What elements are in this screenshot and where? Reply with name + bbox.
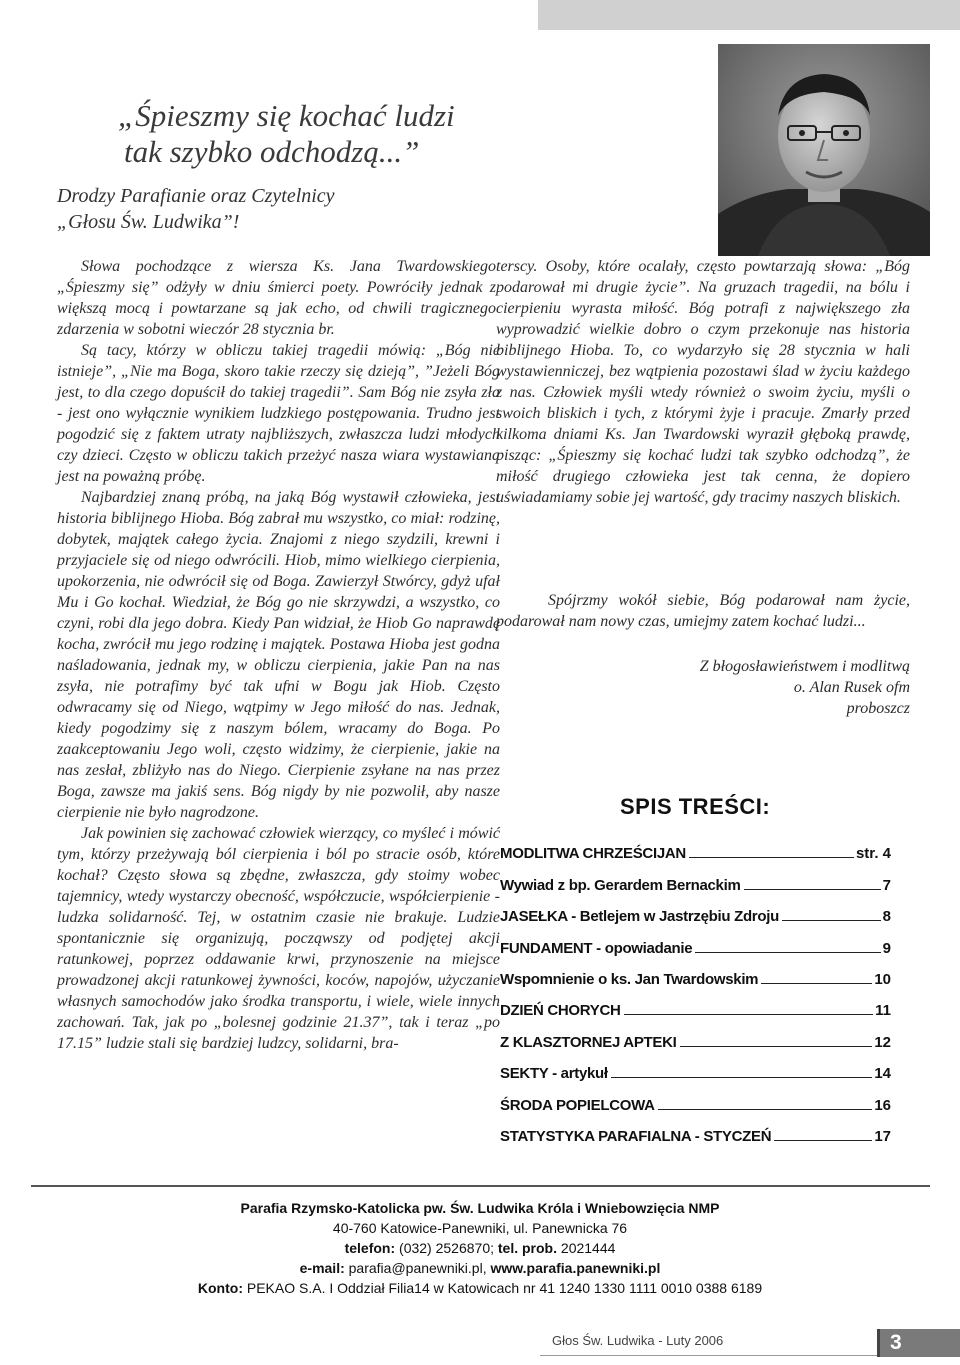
toc-item-page: str. 4	[855, 845, 891, 863]
corner-decoration	[538, 0, 960, 30]
toc-item[interactable]	[500, 925, 891, 956]
toc-leader-line	[774, 1140, 872, 1141]
toc-leader-line	[744, 889, 881, 890]
toc-leader-line	[658, 1109, 873, 1110]
toc-leader-line	[624, 1014, 874, 1015]
author-photo	[718, 44, 930, 256]
closing-paragraph	[496, 590, 910, 632]
toc-item-label: DZIEŃ CHORYCH	[500, 1002, 621, 1020]
toc-item-page: 16	[874, 1096, 891, 1114]
article-paragraph-1: Słowa pochodzące z wiersza Ks. Jana Twardowskiego „Śpieszmy się” odżyły w dniu śmierci poety. Powróciły jednak z większą mocą i powtarzane są jak echo, od chwili tragicznego zdarzenia w sobotni wieczór 28 stycznia br.	[57, 258, 496, 338]
toc-item[interactable]	[500, 988, 891, 1019]
toc-item-label: JASEŁKA - Betlejem w Jastrzębiu Zdroju	[500, 908, 779, 926]
email-link[interactable]: parafia@panewniki.pl,	[344, 1260, 491, 1276]
parish-contact: e-mail: parafia@panewniki.pl, www.parafia.panewniki.pl	[299, 1260, 661, 1276]
page-number-box	[877, 1329, 960, 1357]
toc-leader-line	[761, 983, 872, 984]
article-paragraph-5: terscy. Osoby, które ocalały, często powtarzają słowa: „Bóg podarował mi drugie życie”. Na gruzach tragedii, na bólu i cierpieniu wyrasta miłość. Bóg potrafi z największego zła wyprowadzić wielkie dobro o czym przekonuje nas historia biblijnego Hioba. To, co wydarzyło się 28 stycznia w hali wystawienniczej, bez wątpienia pozostawi ślad w życiu każdego z nas. Człowiek myśli wtedy również o swoim życiu, myśli o swoich bliskich i tych, z którymi żyje i pracuje. Zmarły przed kilkoma dniami Ks. Jan Twardowski wyraził głęboką prawdę, pisząc: „Śpieszmy się kochać ludzi tak szybko odchodzą”, że miłość drugiego człowieka jest tak cenna, że dopiero uświadamiamy sobie jej wartość, gdy tracimy naszych bliskich.	[496, 258, 910, 506]
toc-item-page: 14	[874, 1065, 891, 1083]
signature	[600, 656, 910, 719]
website-link[interactable]: www.parafia.panewniki.pl	[490, 1260, 661, 1276]
portrait-image	[718, 44, 930, 256]
toc-item-label: MODLITWA CHRZEŚCIJAN	[500, 845, 686, 863]
toc-item[interactable]	[500, 1082, 891, 1113]
parish-name: Parafia Rzymsko-Katolicka pw. Św. Ludwika Króla i Wniebowzięcia NMP	[240, 1200, 720, 1216]
toc-item-label: STATYSTYKA PARAFIALNA - STYCZEŃ	[500, 1127, 772, 1145]
table-of-contents	[500, 831, 891, 1145]
footer-divider	[31, 1185, 930, 1187]
toc-title: SPIS TREŚCI:	[620, 794, 771, 819]
toc-leader-line	[611, 1077, 873, 1078]
article-paragraph-3: Najbardziej znaną próbą, na jaką Bóg wystawił człowieka, jest historia biblijnego Hioba. Bóg zabrał mu wszystko, co miał: rodzinę, dobytek, majątek całego życia. Znajomi z niego szydzili, krewni i przyjaciele się od niego odwrócili. Hiob, mimo wielkiego cierpienia, upokorzenia, nie odwrócił się od Boga. Zawierzył Stwórcy, gdyż ufał Mu i Go kochał. Wiedział, że Bóg go nie skrzywdzi, a wszystko, co czyni, robi dla jego dobra. Kiedy Pan widział, że Hiob Go naprawdę kocha, zwrócił mu jego rodzinę i majątek. Postawa Hioba jest godna naśladowania, jednak my, w obliczu cierpienia, jakie Pan na nas zsyła, nie potrafimy być tak ufni w Bogu jak Hiob. Często odwracamy się od Niego, wątpimy w Jego miłość do nas. Jednak, kiedy pogodzimy się z naszym bólem, wracamy do Boga. Po zaakceptowaniu Jego woli, często widzimy, że cierpienie, jakie na nas zesłał, zbliżyło nas do Niego. Cierpienie zsyłane na nas przez Boga, zawsze ma jakiś sens. Bóg nigdy by nie pozwolił, aby nasze cierpienie nie było nagrodzone.	[57, 489, 500, 821]
greeting-line-2: „Głosu Św. Ludwika”!	[57, 211, 240, 233]
toc-item-page: 8	[882, 908, 891, 926]
toc-item[interactable]	[500, 862, 891, 893]
toc-item-page: 9	[882, 939, 891, 957]
toc-item-page: 17	[874, 1127, 891, 1145]
toc-item[interactable]	[500, 1114, 891, 1145]
title-line-1: „Śpieszmy się kochać ludzi	[118, 98, 455, 133]
toc-item-page: 10	[874, 970, 891, 988]
toc-item-page: 11	[875, 1002, 891, 1020]
title-line-2: tak szybko odchodzą...”	[124, 134, 420, 169]
toc-item-label: FUNDAMENT - opowiadanie	[500, 939, 693, 957]
article-paragraph-4: Jak powinien się zachować człowiek wierzący, co myśleć i mówić tym, którzy przeżywają ból cierpienia i ból po stracie osób, które kochał? Często słowa są zbędne, zwłaszcza, gdy stoimy wobec tajemnicy, wtedy wystarczy obecność, współczucie, współcierpienie - ludzka solidarność. Tej, w ostatnim czasie nie brakuje. Ludzie spontanicznie się organizują, począwszy od podjętej akcji ratunkowej, poprzez oddawanie krwi, przynoszenie na miejsce prowadzonej akcji ratunkowej żywności, koców, napojów, użyczanie własnych samochodów jako środka transportu, i wiele, wiele innych zachowań. Tak, jak po „bolesnej godzinie 21.37”, tak i teraz „po 17.15” ludzie stali się bardziej ludzcy, solidarni, bra-	[57, 825, 500, 1052]
page-number: 3	[890, 1331, 902, 1354]
toc-item[interactable]	[500, 1051, 891, 1082]
toc-leader-line	[680, 1046, 873, 1047]
parish-account: Konto: PEKAO S.A. I Oddział Filia14 w Katowicach nr 41 1240 1330 1111 0010 0388 6189	[197, 1280, 763, 1296]
page-footer	[540, 1329, 960, 1357]
parish-footer	[100, 1198, 860, 1298]
greeting	[57, 183, 497, 235]
parish-address: 40-760 Katowice-Panewniki, ul. Panewnicka 76	[332, 1220, 628, 1236]
page-footer-line	[540, 1355, 880, 1356]
toc-item[interactable]	[500, 1019, 891, 1050]
signature-blessing: Z błogosławieństwem i modlitwą	[699, 658, 910, 675]
greeting-line-1: Drodzy Parafianie oraz Czytelnicy	[57, 185, 335, 207]
toc-item[interactable]	[500, 894, 891, 925]
article-left-column	[57, 256, 500, 1054]
parish-phone: telefon: (032) 2526870; tel. prob. 2021444	[344, 1240, 616, 1256]
toc-item[interactable]	[500, 831, 891, 862]
toc-leader-line	[695, 952, 880, 953]
toc-item[interactable]	[500, 957, 891, 988]
closing-text: Spójrzmy wokół siebie, Bóg podarował nam życie, podarował nam nowy czas, umiejmy zatem kochać ludzi...	[496, 592, 910, 630]
toc-leader-line	[689, 857, 854, 858]
toc-item-label: ŚRODA POPIELCOWA	[500, 1096, 655, 1114]
toc-item-page: 12	[874, 1033, 891, 1051]
toc-item-label: Wywiad z bp. Gerardem Bernackim	[500, 876, 741, 894]
toc-leader-line	[782, 920, 881, 921]
toc-item-label: Wspomnienie o ks. Jan Twardowskim	[500, 970, 759, 988]
signature-name: o. Alan Rusek ofm	[793, 679, 910, 696]
article-right-column	[496, 256, 910, 508]
toc-item-label: SEKTY - artykuł	[500, 1065, 608, 1083]
signature-role: proboszcz	[846, 700, 910, 717]
toc-item-page: 7	[882, 876, 891, 894]
issue-label: Głos Św. Ludwika - Luty 2006	[552, 1333, 724, 1348]
toc-item-label: Z KLASZTORNEJ APTEKI	[500, 1033, 677, 1051]
page-title	[118, 98, 538, 170]
article-paragraph-2: Są tacy, którzy w obliczu takiej tragedii mówią: „Bóg nie istnieje”, „Nie ma Boga, skoro takie rzeczy się dzieją”, ”Jeżeli Bóg jest, to dla czego dopuścił do takiej tragedii”. Sam Bóg nie zsyła zła - jest ono wyłącznie wynikiem ludzkiego postępowania. Trudno jest pogodzić się z faktem utraty najbliższych, zwłaszcza ludzi młodych czy dzieci. Często w obliczu takich przeżyć nasza wiara wystawiana jest na poważną próbę.	[57, 342, 500, 485]
